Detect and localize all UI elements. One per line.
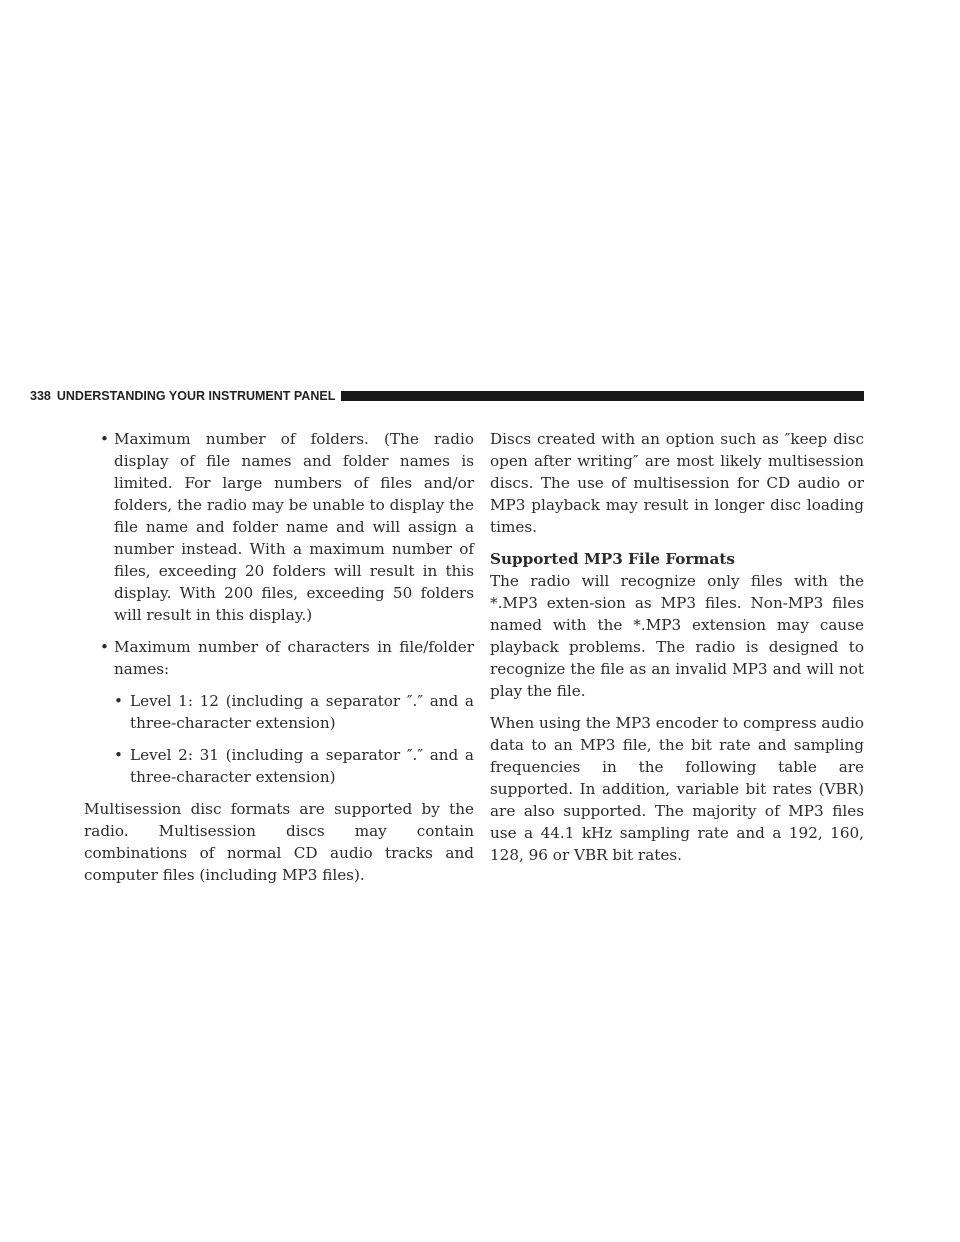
header-rule — [341, 391, 864, 401]
section-title: UNDERSTANDING YOUR INSTRUMENT PANEL — [56, 389, 336, 403]
left-column — [84, 428, 474, 896]
bullet-max-characters: • Maximum number of characters in file/folder names: — [84, 636, 474, 680]
section-heading: Supported MP3 File Formats — [490, 550, 735, 568]
page-header — [30, 389, 864, 403]
multisession-discs-paragraph: Discs created with an option such as ″keep disc open after writing″ are most likely multisession discs. The use of multisession for CD audio or MP3 playback may result in longer disc loading times. — [490, 430, 864, 536]
page-number: 338 — [30, 389, 51, 403]
sub-bullet-level-1: • Level 1: 12 (including a separator ″.″ and a three-character extension) — [84, 690, 474, 734]
encoder-paragraph: When using the MP3 encoder to compress audio data to an MP3 file, the bit rate and sampling frequencies in the following table are supported. In addition, variable bit rates (VBR) are also supported. The majority of MP3 files use a 44.1 kHz sampling rate and a 192, 160, 128, 96 or VBR bit rates. — [490, 714, 864, 864]
multisession-paragraph: Multisession disc formats are supported by the radio. Multisession discs may contain combinations of normal CD audio tracks and computer files (including MP3 files). — [84, 800, 474, 884]
sub-bullet-level-2: • Level 2: 31 (including a separator ″.″ and a three-character extension) — [84, 744, 474, 788]
right-column — [490, 428, 864, 876]
bullet-max-folders: • Maximum number of folders. (The radio display of file names and folder names is limited. For large numbers of files and/or folders, the radio may be unable to display the file name and folder name and will assign a number instead. With a maximum number of files, exceeding 20 folders will result in this display. With 200 files, exceeding 50 folders will result in this display.) — [84, 428, 474, 626]
file-recognition-paragraph: The radio will recognize only files with the *.MP3 exten-sion as MP3 files. Non-MP3 files named with the *.MP3 extension may cause playback problems. The radio is designed to recognize the file as an invalid MP3 and will not play the file. — [490, 572, 864, 700]
